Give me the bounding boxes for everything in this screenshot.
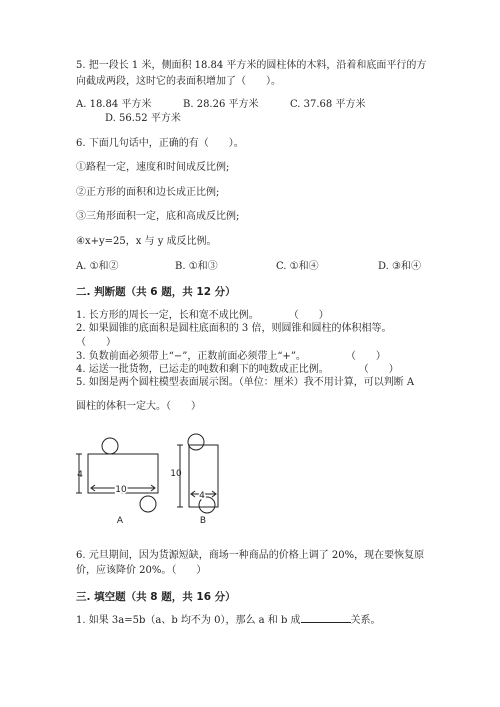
net-b-top-circle — [188, 434, 204, 450]
q5-option-b: B. 28.26 平方米 — [183, 99, 259, 110]
fill-q1 — [76, 612, 381, 628]
q6-option-a: A. ①和② — [76, 261, 119, 272]
fill-q1-blank[interactable] — [301, 612, 351, 623]
net-b-width-label: 4 — [199, 491, 205, 501]
q5-option-d: D. 56.52 平方米 — [105, 113, 181, 124]
q6-option-d: D. ③和④ — [378, 261, 421, 272]
fill-q1-text-after: 关系。 — [350, 615, 381, 626]
judge-q2-line2: （ ） — [76, 337, 116, 348]
net-b-height-label: 10 — [170, 469, 182, 479]
q5-option-c: C. 37.68 平方米 — [290, 99, 366, 110]
net-a-top-circle — [102, 438, 118, 454]
judge-q2-line1: 2. 如果圆锥的底面积是圆柱底面积的 3 倍，则圆锥和圆柱的体积相等。 — [76, 323, 392, 334]
net-a-width-label: 10 — [115, 485, 127, 495]
section3-title: 三. 填空题（共 8 题，共 16 分） — [76, 591, 236, 603]
judge-q3: 3. 负数前面必须带上“−”，正数前面必须带上“+”。 （ ） — [76, 351, 386, 362]
net-a-bottom-circle — [140, 496, 156, 512]
q6-item-1: ①路程一定，速度和时间成反比例; — [76, 162, 230, 173]
net-b — [177, 434, 218, 513]
judge-q1: 1. 长方形的周长一定，长和宽不成比例。 （ ） — [76, 310, 329, 321]
q6-option-b: B. ①和③ — [175, 261, 218, 272]
net-a — [76, 438, 158, 512]
q5-stem-line1: 5. 把一段长 1 米，侧面积 18.84 平方米的圆柱体的木料，沿着和底面平行的方 — [76, 60, 427, 71]
judge-q4: 4. 运送一批货物，已运走的吨数和剩下的吨数成正比例。 （ ） — [76, 364, 399, 375]
net-a-height-label: 4 — [77, 470, 83, 480]
q5-option-a: A. 18.84 平方米 — [76, 99, 152, 110]
judge-q6-line1: 6. 元旦期间，因为货源短缺，商场一种商品的价格上调了 20%，现在要恢复原 — [76, 550, 425, 561]
q6-stem: 6. 下面几句话中，正确的有（ ）。 — [76, 138, 244, 149]
fill-q1-text-before: 1. 如果 3a=5b（a、b 均不为 0），那么 a 和 b 成 — [76, 615, 301, 626]
judge-q5-line1: 5. 如图是两个圆柱模型表面展示图。（单位：厘米）我不用计算，可以判断 A — [76, 377, 415, 388]
net-a-label: A — [116, 516, 124, 526]
q5-stem-line2: 向截成两段，这时它的表面积增加了（ ）。 — [76, 76, 281, 87]
q6-item-4: ④x+y=25，x 与 y 成反比例。 — [76, 236, 217, 247]
net-b-label: B — [199, 516, 207, 526]
q6-item-2: ②正方形的面积和边长成正比例; — [76, 187, 220, 198]
judge-q6-line2: 价，应该降价 20%。（ ） — [76, 565, 207, 576]
q6-item-3: ③三角形面积一定，底和高成反比例; — [76, 211, 240, 222]
judge-q5-line2: 圆柱的体积一定大。（ ） — [76, 401, 201, 412]
section2-title: 二. 判断题（共 6 题，共 12 分） — [76, 286, 236, 298]
q6-option-c: C. ①和④ — [276, 261, 319, 272]
